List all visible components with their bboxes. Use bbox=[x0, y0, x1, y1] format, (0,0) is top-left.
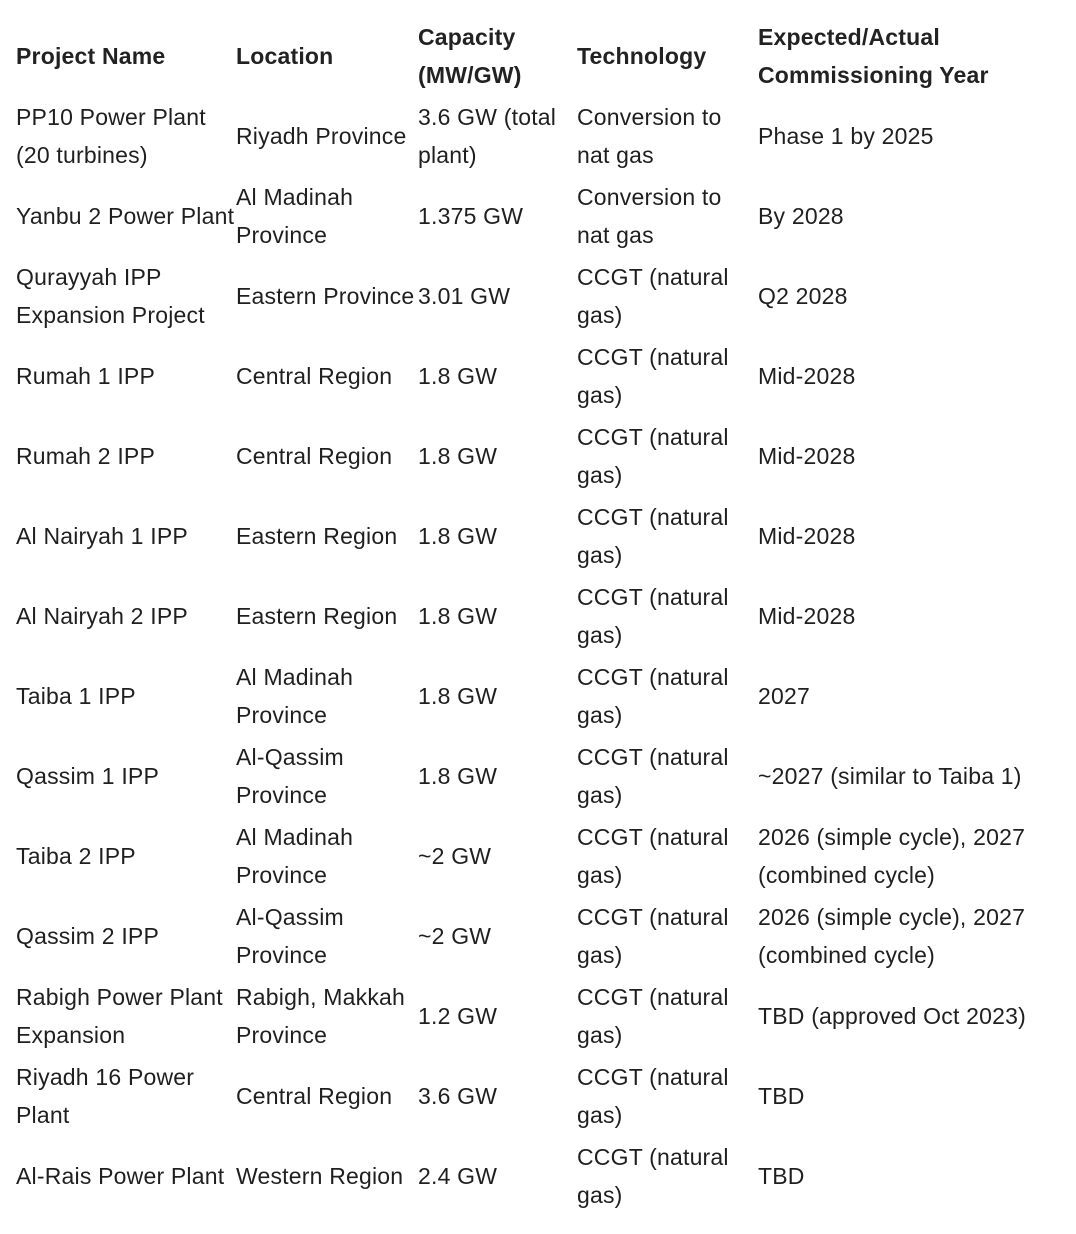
cell-project-name: Al-Rais Power Plant bbox=[16, 1162, 225, 1189]
cell-project-name: Qassim 1 IPP bbox=[16, 762, 159, 789]
cell-capacity: 3.6 GW bbox=[418, 1082, 498, 1109]
header-project-name: Project Name bbox=[16, 42, 166, 69]
cell-location: Rabigh, Makkah Province bbox=[236, 983, 405, 1048]
cell-technology: CCGT (natural gas) bbox=[577, 743, 729, 808]
cell-capacity: 1.2 GW bbox=[418, 1002, 498, 1029]
table-row bbox=[16, 1136, 1056, 1216]
cell-capacity: 1.8 GW bbox=[418, 522, 498, 549]
cell-capacity: 1.8 GW bbox=[418, 362, 498, 389]
table-row bbox=[16, 736, 1056, 816]
cell-project-name: Riyadh 16 Power Plant bbox=[16, 1063, 195, 1128]
cell-commissioning-year: TBD bbox=[758, 1162, 805, 1189]
cell-location: Western Region bbox=[236, 1162, 404, 1189]
cell-location: Al Madinah Province bbox=[236, 663, 354, 728]
cell-technology: Conversion to nat gas bbox=[577, 103, 722, 168]
cell-technology: CCGT (natural gas) bbox=[577, 263, 729, 328]
header-location: Location bbox=[236, 42, 334, 69]
cell-commissioning-year: Mid-2028 bbox=[758, 522, 856, 549]
cell-project-name: Al Nairyah 2 IPP bbox=[16, 602, 188, 629]
cell-commissioning-year: TBD bbox=[758, 1082, 805, 1109]
cell-commissioning-year: ~2027 (similar to Taiba 1) bbox=[758, 762, 1022, 789]
cell-capacity: 1.8 GW bbox=[418, 442, 498, 469]
table-row bbox=[16, 416, 1056, 496]
cell-location: Central Region bbox=[236, 442, 393, 469]
cell-commissioning-year: Phase 1 by 2025 bbox=[758, 122, 934, 149]
cell-project-name: Al Nairyah 1 IPP bbox=[16, 522, 188, 549]
cell-technology: CCGT (natural gas) bbox=[577, 663, 729, 728]
cell-commissioning-year: Q2 2028 bbox=[758, 282, 848, 309]
cell-capacity: 3.01 GW bbox=[418, 282, 511, 309]
cell-technology: CCGT (natural gas) bbox=[577, 583, 729, 648]
cell-location: Al-Qassim Province bbox=[236, 743, 344, 808]
cell-project-name: Rumah 1 IPP bbox=[16, 362, 155, 389]
cell-location: Central Region bbox=[236, 362, 393, 389]
cell-commissioning-year: 2026 (simple cycle), 2027 (combined cycle) bbox=[758, 823, 1026, 888]
cell-commissioning-year: By 2028 bbox=[758, 202, 844, 229]
table-row bbox=[16, 256, 1056, 336]
cell-location: Al Madinah Province bbox=[236, 823, 354, 888]
cell-commissioning-year: 2027 bbox=[758, 682, 810, 709]
cell-project-name: PP10 Power Plant (20 turbines) bbox=[16, 103, 206, 168]
header-capacity: Capacity (MW/GW) bbox=[418, 23, 522, 88]
table-row bbox=[16, 336, 1056, 416]
table-row bbox=[16, 976, 1056, 1056]
cell-location: Central Region bbox=[236, 1082, 393, 1109]
table-row bbox=[16, 496, 1056, 576]
cell-technology: CCGT (natural gas) bbox=[577, 1063, 729, 1128]
cell-location: Eastern Region bbox=[236, 522, 398, 549]
cell-location: Al-Qassim Province bbox=[236, 903, 344, 968]
table-row bbox=[16, 896, 1056, 976]
cell-technology: CCGT (natural gas) bbox=[577, 983, 729, 1048]
cell-technology: Conversion to nat gas bbox=[577, 183, 722, 248]
header-commissioning-year: Expected/Actual Commissioning Year bbox=[758, 23, 989, 88]
cell-project-name: Qurayyah IPP Expansion Project bbox=[16, 263, 205, 328]
cell-capacity: 1.8 GW bbox=[418, 602, 498, 629]
cell-capacity: 1.375 GW bbox=[418, 202, 524, 229]
header-row bbox=[16, 16, 1056, 96]
cell-capacity: 1.8 GW bbox=[418, 762, 498, 789]
cell-project-name: Rumah 2 IPP bbox=[16, 442, 155, 469]
cell-capacity: 2.4 GW bbox=[418, 1162, 498, 1189]
table-row bbox=[16, 656, 1056, 736]
cell-project-name: Taiba 2 IPP bbox=[16, 842, 136, 869]
table-row bbox=[16, 576, 1056, 656]
table-body bbox=[16, 96, 1056, 1216]
cell-location: Eastern Region bbox=[236, 602, 398, 629]
cell-commissioning-year: Mid-2028 bbox=[758, 442, 856, 469]
cell-project-name: Taiba 1 IPP bbox=[16, 682, 136, 709]
cell-technology: CCGT (natural gas) bbox=[577, 503, 729, 568]
cell-capacity: 3.6 GW (total plant) bbox=[418, 103, 557, 168]
cell-technology: CCGT (natural gas) bbox=[577, 1143, 729, 1208]
table-row bbox=[16, 1056, 1056, 1136]
cell-technology: CCGT (natural gas) bbox=[577, 343, 729, 408]
table-row bbox=[16, 96, 1056, 176]
cell-technology: CCGT (natural gas) bbox=[577, 823, 729, 888]
table-header bbox=[16, 16, 1056, 96]
cell-technology: CCGT (natural gas) bbox=[577, 423, 729, 488]
cell-commissioning-year: 2026 (simple cycle), 2027 (combined cycle) bbox=[758, 903, 1026, 968]
cell-project-name: Yanbu 2 Power Plant bbox=[16, 202, 235, 229]
header-technology: Technology bbox=[577, 42, 707, 69]
cell-capacity: ~2 GW bbox=[418, 922, 492, 949]
cell-project-name: Qassim 2 IPP bbox=[16, 922, 159, 949]
cell-project-name: Rabigh Power Plant Expansion bbox=[16, 983, 223, 1048]
cell-commissioning-year: Mid-2028 bbox=[758, 362, 856, 389]
cell-location: Riyadh Province bbox=[236, 122, 407, 149]
cell-commissioning-year: TBD (approved Oct 2023) bbox=[758, 1002, 1026, 1029]
cell-location: Al Madinah Province bbox=[236, 183, 354, 248]
cell-commissioning-year: Mid-2028 bbox=[758, 602, 856, 629]
cell-capacity: 1.8 GW bbox=[418, 682, 498, 709]
cell-location: Eastern Province bbox=[236, 282, 415, 309]
cell-technology: CCGT (natural gas) bbox=[577, 903, 729, 968]
cell-capacity: ~2 GW bbox=[418, 842, 492, 869]
table-row bbox=[16, 816, 1056, 896]
power-projects-table bbox=[16, 16, 1056, 1216]
table-row bbox=[16, 176, 1056, 256]
